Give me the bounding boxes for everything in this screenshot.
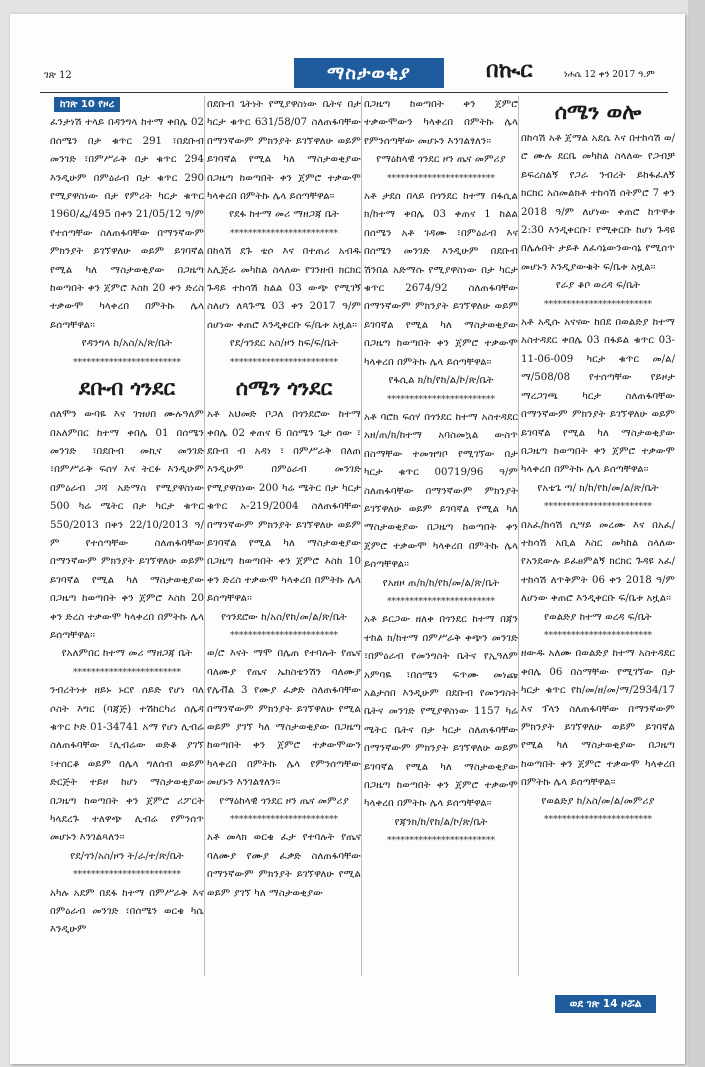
notice-separator: ************************: [73, 667, 181, 678]
notice-signature: የወልድያ ከተማ ወረዳ ፍ/ቤት: [544, 611, 652, 623]
page-number: ገጽ 12: [44, 70, 72, 81]
column-4: [521, 96, 675, 829]
page-header: [40, 58, 668, 92]
notice-paragraph: አቶ መላክ ወርቄ ፈታ የተባሉት የጤና ባለሙያ የሙያ ፈቃድ ስለጠፋባቸው በማንኛውም ምክንያት ይገኘዋለሁ የሚል ወይም ያገኘ ካለ ማስታወቂያው: [207, 832, 361, 899]
notice-paragraph: አካሉ አደም በደፋ ከተማ በምሥራቅ እና በምዕራብ መንገድ ፣በሰሜን ወርቄ ካሴ እንዲሁም: [50, 887, 204, 936]
notice-paragraph: አቶ ባሮክ ፍሰሃ በጎንደር ከተማ አስተዳደር አዘ/ጠ/ክ/ከተማ አባስመኳል ውስጥ በስማቸው ተመዝግቦ የሚገኘው በታ ካርታ ቁጥር 00719/96 ዓ/ም ስለጠፋባቸው በማንኛውም ምክንያት ይገኘዋለሁ ወይም ይገባኛል የሚል ካለ ማስታወቂያው በጋዜጣ ከወጣበት ቀን ጀምሮ ተቃውሞ ካላቀረበ በምትኩ ሌላ ይሰጣቸዋል፡፡: [364, 411, 518, 571]
notice-signature: የዳንግላ ከ/አስ/አ/ጽ/ቤት: [81, 338, 173, 350]
column-3: [364, 96, 518, 851]
issue-date: ነሐሴ 12 ቀን 2017 ዓ.ም: [564, 70, 655, 80]
notice-signature: የፋሲል ክ/ከ/የከ/ል/ኮ/ጽ/ቤት: [388, 375, 494, 387]
notice-signature: የደፋ ከተማ መሪ ማዘጋጃ ቤት: [229, 209, 339, 221]
notice-separator: ************************: [387, 596, 495, 607]
notice-paragraph: በከሳሽ አቶ ጀማል አደሴ እና በተከሳሽ ወ/ሮ ሙሉ ደርቤ መካከል ስላለው የጋብቻ ይፍረስልኝ የጋራ ንብረት ይከፋፈለኝ ክርክር አስመልክቶ ተከሳሽ ሰትምሮ 7 ቀን 2018 ዓ/ም ለሆነው ቀጠሮ ከጥዋቱ 2:30 እንዲቀርቡ፣ የሚቀርቡ ከሆነ ጉዳዩ በሌሉበት ታይቶ ለፈሳኔውንውሳኔ የሚሰጥ መሆኑን እንዲያውቁት ፍ/ቤቱ አዟል፡፡: [521, 133, 675, 273]
notice-paragraph: ፈንታነሽ ተላይ በዳንግላ ከተማ ቀበሌ 02 በሰሜን በታ ቁጥር 291 ፣በደቡብ መንገድ ፣በምሥራቅ በታ ቁጥር 294 እንዲሁም በምዕራብ በታ ቁጥር 290 የሚያዋስነው በታ የምሪት ካርታ ቁጥር 1960/ፌ/495 በቀን 21/05/12 ዓ/ም የተሰጣቸው ስለጠፋባቸው በማንኛውም ምክንያት ይገኘዋለሁ ወይም ይገባኛል የሚል ካለ ማስታወቂያው በጋዜጣ ከወጣበት ቀን ጀምሮ እስከ 20 ቀን ድረስ ተቃውሞ ካላቀረበ በምትኩ ሌላ ይሰጣቸዋል፡፡: [50, 117, 204, 331]
notice-paragraph: በደቡብ ጌትነት የሚያዋስነው ቤትና በታ ካርታ ቁጥር 631/58/07 ስለጠፋባቸው በማንኛውም ምክንያት ይገኘዋለሁ ወይም ይገባኛል የሚል ካለ ማስታወቂያው በጋዜጣ ከወጣበት ቀን ጀምሮ ተቃውሞ ካላቀረበ በምትኩ ሌላ ይሰጣቸዋል፡፡: [207, 99, 361, 203]
notice-paragraph: አቶ ይርጋው ዘለቀ በጎንደር ከተማ በጃን ተከል ክ/ከተማ በምሥራቅ ቀጭን መንገድ ፣በምዕራብ የመንግስት ቤትና የኢዓለም አምባዬ ፣በሰሜን ፍጥሙ መነጩ አልታሰበ እንዲሁም በደቡብ የመንግስት ቤትና መንገድ የሚያዋስነው 1157 ካሬ ሜትር ቤትና በታ ካርታ ስለጠፋባቸው በማንኛውም ምክንያት ይገኘዋለሁ ወይም ይገባኛል የሚል ካለ ማስታወቂያው በጋዜጣ ከወጣበት ቀን ጀምሮ ተቃውሞ ካላቀረበ በምትኩ ሌላ ይሰጣቸዋል፡፡: [364, 614, 518, 810]
notice-separator: ************************: [387, 836, 495, 847]
column-divider: [204, 96, 205, 976]
notice-paragraph: ዘውዱ አለሙ በወልድያ ከተማ አስተዳደር ቀበሌ 06 በስማቸው የሚገኘው በታ ካርታ ቁጥር የከ/መ/ዘ/መ/ማ/2934/17 እና ፕላን ስለጠፋባቸው በማንኛውም ምክንያት ይገኘዋለሁ ወይም ይገባኛል የሚል ካለ ማስታወቂያው በጋዜጣ ከወጣበት ቀን ጀምሮ ተቃውሞ ካላቀረበ በምትኩ ሌላ ይሰጣቸዋል፡፡: [521, 648, 675, 789]
continued-from-badge: [50, 96, 204, 114]
section-title-banner: ማስታወቂያ: [294, 58, 444, 88]
notice-separator: ************************: [230, 228, 338, 239]
notice-paragraph: አቶ አህመድ ቦጋለ በጎንደሮው ከተማ ቀበሌ 02 ቀጠና 6 በሰሜን ጌታ ሰው ፣ ደቡብ ብ አዳነ ፣ በምሥራቅ በለጠ እንዲሁም በምዕራብ መንገድ የሚያዋስነው 200 ካሬ ሜትር በታ ካርታ ቁጥር አ-219/2004 ስለጠፋባቸው በማንኛውም ምክንያት ይገኘዋለሁ ወይም ይገባኛል የሚል ካለ ማስታወቂያው በጋዜጣ ከወጣበት ቀን ጀምሮ እስከ 10 ቀን ድረስ ተቃውሞ ካላቀረበ በምትኩ ሌላ ይሰጣቸዋል፡፡: [207, 409, 361, 605]
notice-paragraph: አቶ አዲሱ አናናው ከበደ በወልድያ ከተማ አስተዳደር ቀበሌ 03 በፋይል ቁጥር 03-11-06-009 ካርታ ቁጥር መ/ል/ማ/508/08 የተሰጣቸው የይዞታ ማረጋገጫ ካርታ ስለጠፋባቸው በማንኛውም ምክንያት ይገኘዋለሁ ወይም ይገባኛል የሚል ካለ ማስታወቂያው በጋዜጣ ከወጣበት ቀን ጀምሮ ተቃውሞ ካላቀረበ በምትኩ ሌላ ይሰጣቸዋል፡፡: [521, 317, 675, 476]
column-divider: [518, 96, 519, 976]
notice-separator: ************************: [544, 299, 652, 310]
continue-to-page-button[interactable]: ወደ ገጽ 14 ዞሯል: [555, 995, 656, 1013]
notice-signature: የጃንክ/ከ/የከ/ል/ኮ/ጽ/ቤት: [394, 816, 488, 828]
notice-paragraph: በከላሽ ደጉ ቴሶ እና በተጠሪ አብዱ አሊጅራ መካከል ስላለው የገንዘብ ክርክር ጉዳይ ተከሳሽ ከልል 03 ውጭ የሚገኝ ስለሆነ ለጳጉሜ 03 ቀን 2017 ዓ/ም ሰሆነው ቀጠሮ እንዲቀርቡ ፍ/ቤቱ አዟል፡፡: [207, 246, 361, 331]
notice-signature: የማዕከላዊ ጎንደር ዞን ጤና መምሪያ: [376, 154, 506, 166]
notice-signature: የአቴጌ ጣ/ ክ/ከ/የከ/መ/ል/ጽ/ቤት: [537, 482, 659, 494]
region-headline: ሰሜን ወሎ: [554, 100, 642, 124]
page-edge: [688, 0, 705, 1067]
region-headline: ደቡብ ጎንደር: [78, 376, 176, 401]
column-2: [207, 96, 361, 903]
notice-signature: የአዘዞ ጠ/ክ/ከ/የከ/መ/ል/ጽ/ቤት: [382, 577, 500, 589]
header-rule: [40, 92, 668, 93]
notice-paragraph: ወ/ሮ እናት ማሞ በሌጠ የተባሉት የጤና ባለሙያ የጤና ኤክስቴንሽን ባለሙያ የሌቭል 3 የሙያ ፈቃድ ስለጠፋባቸው በማንኛውም ምክንያት ይገኘዋለሁ የሚል ወይም ያገኘ ካለ ማስታወቂያው በጋዜጣ ከወጣበት ቀን ጀምሮ ተቃውሞውን ካላቀረበ በምትኩ ሌላ የምንሰጣቸው መሆኑን እንገልፃለን፡፡: [207, 648, 361, 789]
notice-signature: የጎንደሮው ከ/አስ/የከ/መ/ል/ጽ/ቤት: [221, 611, 347, 623]
notice-signature: የደ/ጎን/አስ/ዞን ት/ራ/ተ/ጽ/ቤት: [70, 850, 184, 862]
notice-paragraph: ሰለሞን ውባዬ እና ገዝሀበ ሙሉዓለም በአለምበር ከተማ ቀበሌ 01 በሰሜን መንገድ ፣በደቡብ መኪና መንገድ ፣በምሥራቅ ፍሰሃ እና ትርፉ እንዲሁም በምዕራብ ጋሻ አድማስ የሚያዋስነው 500 ካሬ ሜትር በታ ካርታ ቁጥር 550/2013 በቀን 22/10/2013 ዓ/ም የተሰጣቸው ስለጠፋባቸው በማንኛውም ምክንያት ይገኘዋለሁ ወይም ይገባኛል የሚል ካለ ማስታወቂያው በጋዜጣ ከወጣበት ቀን ጀምሮ እስከ 20 ቀን ድረስ ተቃውሞ ካላቀረበ በምትኩ ሌላ ይሰጣቸዋል፡፡: [50, 409, 204, 641]
notice-separator: ************************: [387, 173, 495, 184]
notice-separator: ************************: [544, 815, 652, 826]
notice-signature: የደ/ጎንደር አስ/ዞን ከፍ/ፍ/ቤት: [229, 338, 339, 350]
notice-separator: ************************: [230, 815, 338, 826]
region-headline: ሰሜን ጎንደር: [235, 376, 333, 401]
notice-separator: ************************: [544, 630, 652, 641]
notice-signature: የወልድያ ከ/አስ/መ/ል/መምሪያ: [541, 795, 655, 807]
column-1: [50, 96, 204, 940]
notice-separator: ************************: [73, 357, 181, 368]
notice-separator: ************************: [230, 630, 338, 641]
notice-paragraph: በጋዜጣ ከወጣበት ቀን ጀምሮ ተቃውሞውን ካላቀረበ በምትኩ ሌላ የምንሰጣቸው መሆኑን እንገልፃለን፡፡: [364, 99, 518, 147]
notice-signature: የማዕከላዊ ጎንደር ዞን ጤና መምሪያ: [219, 795, 349, 807]
continued-label: ከገጽ 10 የዞረ: [54, 97, 120, 112]
newspaper-name: በኲር: [486, 58, 533, 83]
notice-paragraph: አቶ ታደሰ በላይ በጎንደር ከተማ በፋሲል ክ/ከተማ ቀበሌ 03 ቀጠና 1 ከልል በሰሜን አቶ ገዳሙ ፣በምዕራብ እና በሰሜን መንገድ እንዲሁም በደቡብ ሽንበል አድማሱ የሚያዋስነው በታ ካርታ ቁጥር 2674/92 ስለጠፋባቸው በማንኛውም ምክንያት ይገኘዋለሁ ወይም ይገባኛል የሚል ካለ ማስታወቂያው በጋዜጣ ከወጣበት ቀን ጀምሮ ተቃውሞ ካላቀረበ በምትኩ ሌላ ይሰጣቸዋል፡፡: [364, 191, 518, 368]
notice-separator: ************************: [230, 357, 338, 368]
notice-signature: የአለምበር ከተማ መሪ ማዘጋጃ ቤት: [61, 648, 193, 660]
notice-paragraph: በአፈ/ከሳሽ ሲሣይ መረሙ እና በአፈ/ተከሳሽ አቢል እስር መካከል ስላለው የአንደውሉ ይፈፀምልኝ ክርክር ጉዳዩ አፈ/ተከሳሽ ለጥቅምት 06 ቀን 2018 ዓ/ም ለሆነው ቀጠሮ እንዲቀርቡ ፍ/ቤቱ አዟል፡፡: [521, 519, 675, 605]
column-divider: [361, 96, 362, 976]
notice-paragraph: ንብረትነቱ ዘይኑ ኑርየ ሰይድ የሆነ ባለ ሶስት እግር (ባጃጅ) ተሽከርካሪ ሰሌዳ ቁጥር ኮድ 01-34741 አማ የሆነ ሊብሬ ስለጠፋባቸው ፣ሊብሬው ወድቆ ያገኘ ፣ተሰርቆ ወይም በሌላ ግለሰብ ወይም ድርጅት ተይዞ ከሆነ ማስታወቂያው በጋዜጣ ከወጣበት ቀን ጀምሮ ሪፖርት ካላደረጉ ተለዋጭ ሊብሬ የምንሰጥ መሆኑን እንገልጻለን፡፡: [50, 685, 204, 844]
notice-separator: ************************: [544, 502, 652, 513]
notice-signature: የራያ ቆቦ ወረዳ ፍ/ቤት: [555, 280, 641, 292]
notice-separator: ************************: [73, 870, 181, 881]
notice-separator: ************************: [387, 394, 495, 405]
